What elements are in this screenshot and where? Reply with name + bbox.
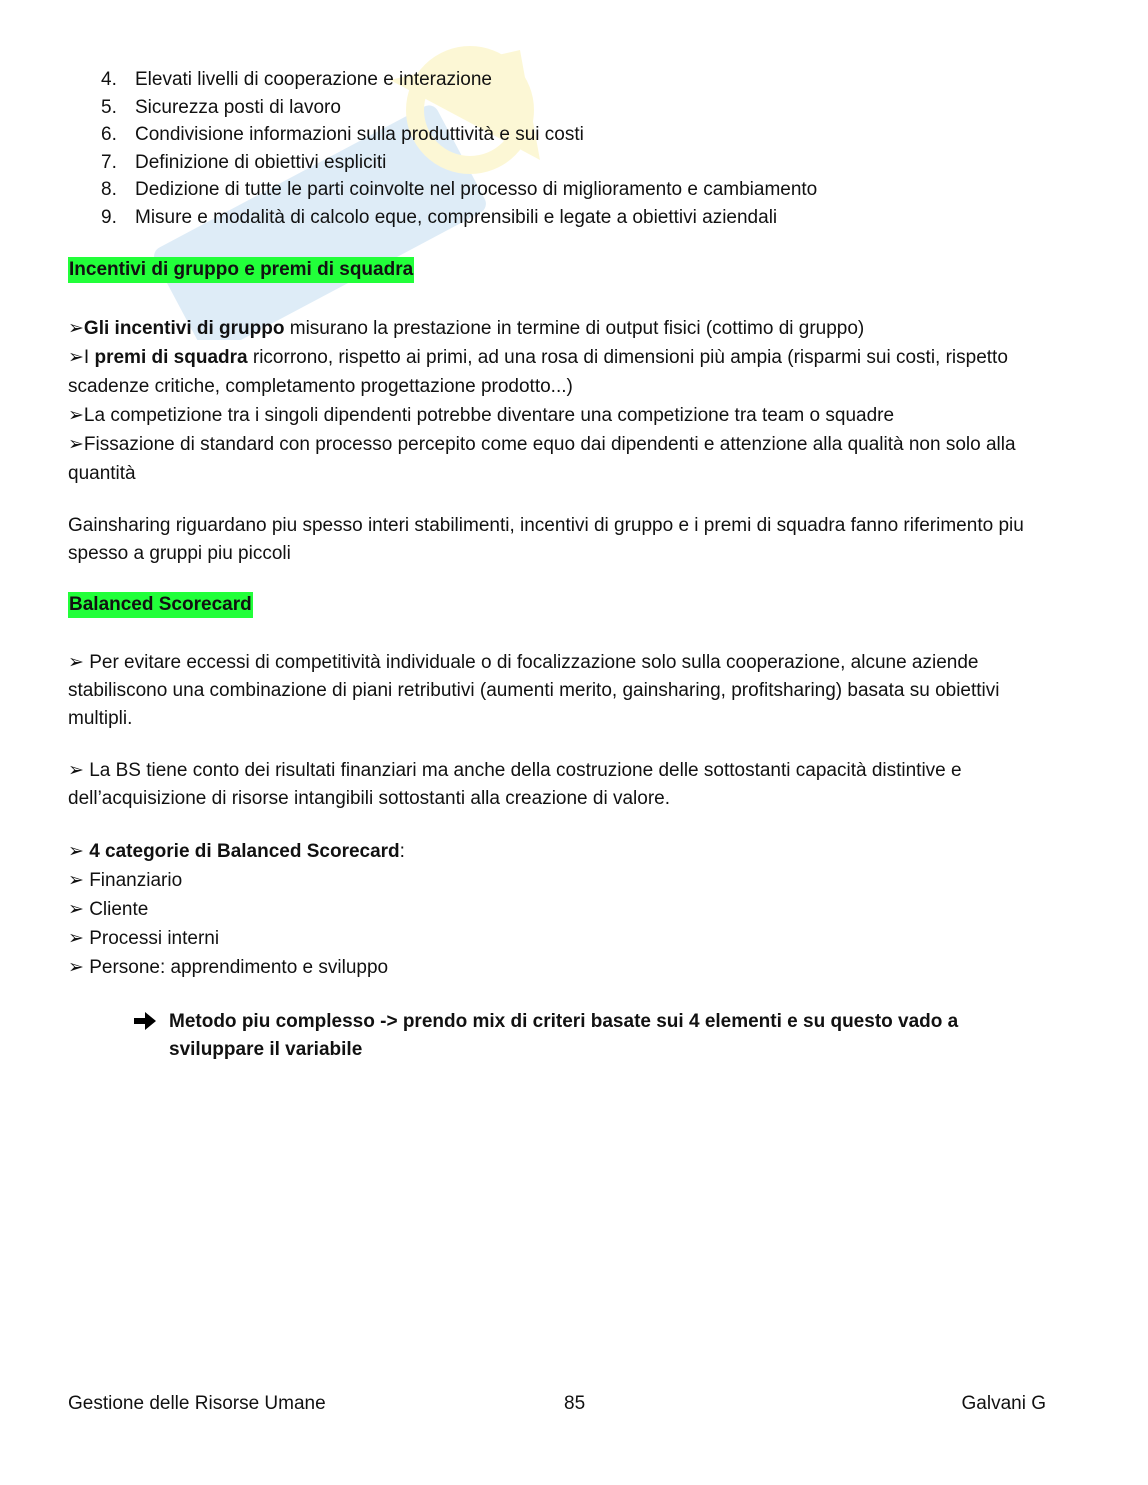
right-arrow-icon: [134, 1012, 156, 1030]
category-item: ➢ Finanziario: [68, 870, 183, 891]
category-item: ➢ Cliente: [68, 899, 149, 920]
bs-paragraph-2: ➢ La BS tiene conto dei risultati finanziari ma anche della costruzione delle sottostanti capacità distintive e dell’acquisizione di risorse intangibili sottostanti alla creazione di valore.: [68, 760, 962, 809]
bullet-item: ➢La competizione tra i singoli dipendenti potrebbe diventare una competizione tra team o squadre: [68, 405, 895, 426]
arrow-conclusion-text: Metodo piu complesso -> prendo mix di criteri basate sui 4 elementi e su questo vado a sviluppare il variabile: [169, 1011, 959, 1060]
list-item: 9. Misure e modalità di calcolo eque, comprensibili e legate a obiettivi aziendali: [101, 206, 778, 228]
document-page: [68, 66, 1068, 1064]
bs-paragraph-1: ➢ Per evitare eccessi di competitività individuale o di focalizzazione solo sulla cooperazione, alcune aziende stabiliscono una combinazione di piani retributivi (aumenti merito, gainsharing, profitsharing) basata su obiettivi multipli.: [68, 652, 1000, 729]
section-heading-balanced-scorecard: Balanced Scorecard: [68, 592, 253, 618]
bullet-item: ➢Gli incentivi di gruppo misurano la prestazione in termine di output fisici (cottimo di gruppo): [68, 318, 865, 339]
page-number: 85: [564, 1393, 586, 1414]
list-item: 5. Sicurezza posti di lavoro: [101, 96, 341, 118]
categories-title: ➢ 4 categorie di Balanced Scorecard:: [68, 841, 405, 862]
bullet-item: ➢Fissazione di standard con processo percepito come equo dai dipendenti e attenzione alla qualità non solo alla quantità: [68, 434, 1016, 484]
page-footer: [68, 1393, 1048, 1419]
gainsharing-paragraph: Gainsharing riguardano piu spesso interi stabilimenti, incentivi di gruppo e i premi di squadra fanno riferimento piu spesso a gruppi piu piccoli: [68, 515, 1024, 564]
list-item: 4. Elevati livelli di cooperazione e interazione: [101, 69, 492, 90]
bullet-item: ➢I premi di squadra ricorrono, rispetto ai primi, ad una rosa di dimensioni più ampia (risparmi sui costi, rispetto scadenze critiche, completamento progettazione prodotto...): [68, 347, 1008, 397]
list-item: 8. Dedizione di tutte le parti coinvolte nel processo di miglioramento e cambiamento: [101, 179, 818, 200]
footer-author: Galvani G: [961, 1393, 1046, 1414]
list-item: 7. Definizione di obiettivi espliciti: [101, 151, 387, 173]
section-heading-incentivi: Incentivi di gruppo e premi di squadra: [68, 257, 414, 283]
category-item: ➢ Persone: apprendimento e sviluppo: [68, 957, 389, 978]
numbered-list: [68, 66, 1068, 231]
footer-course-title: Gestione delle Risorse Umane: [68, 1393, 326, 1414]
category-item: ➢ Processi interni: [68, 928, 220, 949]
arrow-conclusion: [134, 1008, 1029, 1064]
list-item: 6. Condivisione informazioni sulla produttività e sui costi: [101, 124, 584, 145]
